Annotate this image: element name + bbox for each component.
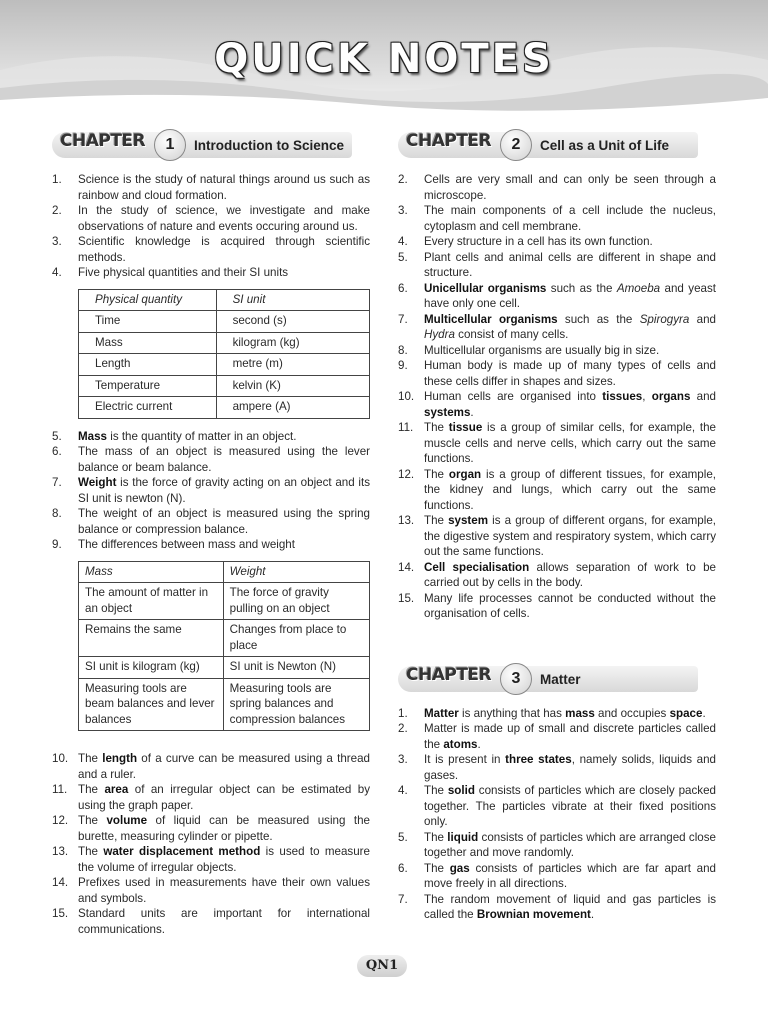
item-text: The gas consists of particles which are far apart and move freely in all directions. (424, 861, 716, 890)
item-number: 12. (398, 467, 415, 481)
item-text: Weight is the force of gravity acting on an object and its SI unit is newton (N). (78, 476, 370, 505)
table-cell: SI unit is Newton (N) (223, 657, 369, 679)
list-item (398, 513, 716, 560)
table-cell: Changes from place to place (223, 620, 369, 657)
table-row (79, 375, 370, 397)
list-item (398, 830, 716, 861)
list-item (398, 358, 716, 389)
list-item (52, 475, 370, 506)
item-number: 7. (398, 312, 408, 326)
chapter-2-header (398, 128, 716, 164)
item-number: 3. (52, 235, 62, 248)
column-header: Mass (79, 561, 224, 583)
column-header: SI unit (216, 289, 369, 311)
chapter-2-3-column (398, 128, 716, 923)
table-row (79, 354, 370, 376)
list-item (398, 343, 716, 359)
table-row (79, 397, 370, 419)
item-number: 15. (52, 907, 69, 920)
item-number: 5. (52, 429, 62, 443)
table-row (79, 678, 370, 731)
list-item (52, 172, 370, 203)
table-cell: Length (79, 354, 217, 376)
item-text: The volume of liquid can be measured using the burette, measuring cylinder or pipette. (78, 814, 371, 843)
table-cell: The amount of matter in an object (79, 583, 224, 620)
item-text: The area of an irregular object can be estimated by using the graph paper. (78, 783, 370, 812)
chapter-title: Matter (540, 671, 581, 687)
column-header: Weight (223, 561, 369, 583)
chapter-label: CHAPTER (60, 131, 146, 151)
item-text: Every structure in a cell has its own function. (424, 235, 653, 248)
table-row (79, 332, 370, 354)
item-text: Science is the study of natural things around us such as rainbow and cloud formation. (78, 173, 370, 202)
item-number: 11. (52, 783, 68, 796)
item-number: 14. (398, 560, 415, 574)
item-number: 1. (52, 173, 62, 186)
item-text: Cells are very small and can only be seen through a microscope. (424, 173, 716, 202)
mass-weight-table (78, 561, 370, 732)
list-item (52, 203, 370, 234)
quick-notes-banner (0, 0, 768, 112)
item-number: 9. (398, 359, 408, 372)
item-text: Mass is the quantity of matter in an object. (78, 429, 297, 443)
list-item (398, 706, 716, 722)
item-number: 6. (398, 281, 408, 295)
list-item (398, 420, 716, 467)
table-cell: kilogram (kg) (216, 332, 369, 354)
item-number: 7. (398, 892, 408, 906)
item-text: Five physical quantities and their SI units (78, 266, 289, 279)
list-item (52, 265, 370, 281)
list-item (52, 537, 370, 553)
item-number: 8. (398, 343, 408, 357)
list-item (52, 234, 370, 265)
list-item (398, 752, 716, 783)
item-number: 14. (52, 876, 69, 889)
item-number: 2. (398, 173, 408, 186)
item-text: The system is a group of different organs, for example, the digestive system and respiratory system, which carry out the same functions. (424, 514, 716, 558)
item-number: 9. (52, 538, 62, 551)
table-cell: Temperature (79, 375, 217, 397)
item-number: 2. (52, 204, 62, 217)
list-item (52, 875, 370, 906)
item-text: The organ is a group of different tissues, for example, the kidney and lungs, which carry out the same functions. (424, 467, 716, 512)
list-item (398, 172, 716, 203)
item-text: Multicellular organisms such as the Spirogyra and Hydra consist of many cells. (424, 312, 716, 341)
table-cell: metre (m) (216, 354, 369, 376)
chapter-1-header (52, 128, 370, 164)
item-number: 6. (398, 861, 408, 875)
item-number: 4. (398, 235, 408, 248)
list-item (398, 234, 716, 250)
chapter-1-column (52, 128, 370, 937)
table-cell: Time (79, 311, 217, 333)
list-item (398, 203, 716, 234)
list-item (398, 389, 716, 420)
item-text: Multicellular organisms are usually big in size. (424, 343, 660, 357)
table-cell: SI unit is kilogram (kg) (79, 657, 224, 679)
item-text: The solid consists of particles which are closely packed together. The particles vibrate at their fixed positions only. (424, 784, 716, 828)
chapter-title: Introduction to Science (194, 138, 345, 153)
si-units-table (78, 289, 370, 419)
table-header-row (79, 289, 370, 311)
item-text: Human cells are organised into tissues, organs and systems. (424, 390, 716, 419)
list-item (398, 281, 716, 312)
table-cell: kelvin (K) (216, 375, 369, 397)
table-cell: Mass (79, 332, 217, 354)
item-text: The mass of an object is measured using the lever balance or beam balance. (78, 445, 370, 474)
list-item (398, 312, 716, 343)
item-number: 4. (52, 266, 62, 279)
item-text: The main components of a cell include the nucleus, cytoplasm and cell membrane. (424, 204, 716, 233)
item-number: 3. (398, 753, 408, 766)
chapter-label: CHAPTER (406, 131, 492, 151)
list-item (52, 813, 370, 844)
chapter-1-list-c (52, 751, 370, 937)
item-text: Prefixes used in measurements have their own values and symbols. (78, 876, 370, 905)
item-text: The differences between mass and weight (78, 538, 295, 551)
chapter-label: CHAPTER (406, 664, 492, 685)
chapter-number-badge: 3 (500, 663, 532, 695)
item-number: 10. (398, 390, 415, 403)
table-cell: Measuring tools are beam balances and lever balances (79, 678, 224, 731)
item-text: It is present in three states, namely solids, liquids and gases. (424, 753, 716, 782)
chapter-2-list (398, 172, 716, 622)
item-text: Plant cells and animal cells are different in shape and structure. (424, 250, 716, 279)
item-text: In the study of science, we investigate and make observations of nature and events occuring around us. (78, 204, 370, 233)
item-text: Scientific knowledge is acquired through scientific methods. (78, 235, 370, 264)
item-number: 11. (398, 421, 414, 434)
item-text: Matter is made up of small and discrete particles called the atoms. (424, 722, 716, 751)
table-row (79, 583, 370, 620)
list-item (398, 861, 716, 892)
list-item (398, 892, 716, 923)
item-number: 6. (52, 445, 62, 458)
item-number: 13. (398, 514, 415, 527)
table-row (79, 620, 370, 657)
table-cell: Electric current (79, 397, 217, 419)
chapter-3-list (398, 706, 716, 923)
list-item (398, 467, 716, 514)
list-item (52, 429, 370, 445)
chapter-number-badge: 1 (154, 129, 186, 161)
list-item (398, 721, 716, 752)
table-row (79, 311, 370, 333)
banner-title: QUICK NOTES (214, 36, 554, 82)
column-header: Physical quantity (79, 289, 217, 311)
chapter-title: Cell as a Unit of Life (540, 138, 670, 153)
chapter-number-badge: 2 (500, 129, 532, 161)
item-number: 10. (52, 752, 69, 765)
table-cell: second (s) (216, 311, 369, 333)
item-number: 5. (398, 830, 408, 844)
chapter-1-list-b (52, 429, 370, 553)
list-item (52, 506, 370, 537)
table-cell: ampere (A) (216, 397, 369, 419)
chapter-3-header (398, 662, 716, 698)
item-number: 3. (398, 204, 408, 217)
item-text: Unicellular organisms such as the Amoeba and yeast have only one cell. (424, 281, 716, 310)
item-number: 8. (52, 507, 62, 520)
item-text: Human body is made up of many types of cells and these cells differ in shapes and sizes. (424, 359, 716, 388)
list-item (52, 751, 370, 782)
list-item (398, 591, 716, 622)
list-item (398, 250, 716, 281)
item-text: Standard units are important for international communications. (78, 907, 370, 936)
item-text: Many life processes cannot be conducted without the organisation of cells. (424, 591, 716, 620)
table-header-row (79, 561, 370, 583)
table-cell: Measuring tools are spring balances and compression balances (223, 678, 369, 731)
item-text: Cell specialisation allows separation of work to be carried out by cells in the body. (424, 560, 716, 589)
item-number: 5. (398, 250, 408, 264)
item-number: 15. (398, 591, 415, 605)
item-text: The tissue is a group of similar cells, for example, the muscle cells and nerve cells, which carry out the same functions. (424, 421, 716, 465)
item-number: 12. (52, 814, 69, 827)
list-item (398, 783, 716, 830)
item-text: The random movement of liquid and gas particles is called the Brownian movement. (424, 892, 716, 921)
item-number: 4. (398, 784, 408, 797)
list-item (52, 906, 370, 937)
item-number: 13. (52, 845, 69, 858)
table-cell: The force of gravity pulling on an object (223, 583, 369, 620)
table-row (79, 657, 370, 679)
item-text: The weight of an object is measured using the spring balance or compression balance. (78, 507, 370, 536)
chapter-1-list-a (52, 172, 370, 281)
list-item (398, 560, 716, 591)
item-text: The water displacement method is used to measure the volume of irregular objects. (78, 845, 370, 874)
list-item (52, 844, 370, 875)
item-text: The liquid consists of particles which are arranged close together and move randomly. (424, 830, 717, 859)
item-number: 7. (52, 476, 62, 489)
page-number-badge: QN1 (357, 955, 407, 977)
item-number: 1. (398, 706, 408, 720)
list-item (52, 782, 370, 813)
item-number: 2. (398, 722, 408, 735)
list-item (52, 444, 370, 475)
table-cell: Remains the same (79, 620, 224, 657)
item-text: Matter is anything that has mass and occupies space. (424, 706, 706, 720)
item-text: The length of a curve can be measured using a thread and a ruler. (78, 752, 371, 781)
